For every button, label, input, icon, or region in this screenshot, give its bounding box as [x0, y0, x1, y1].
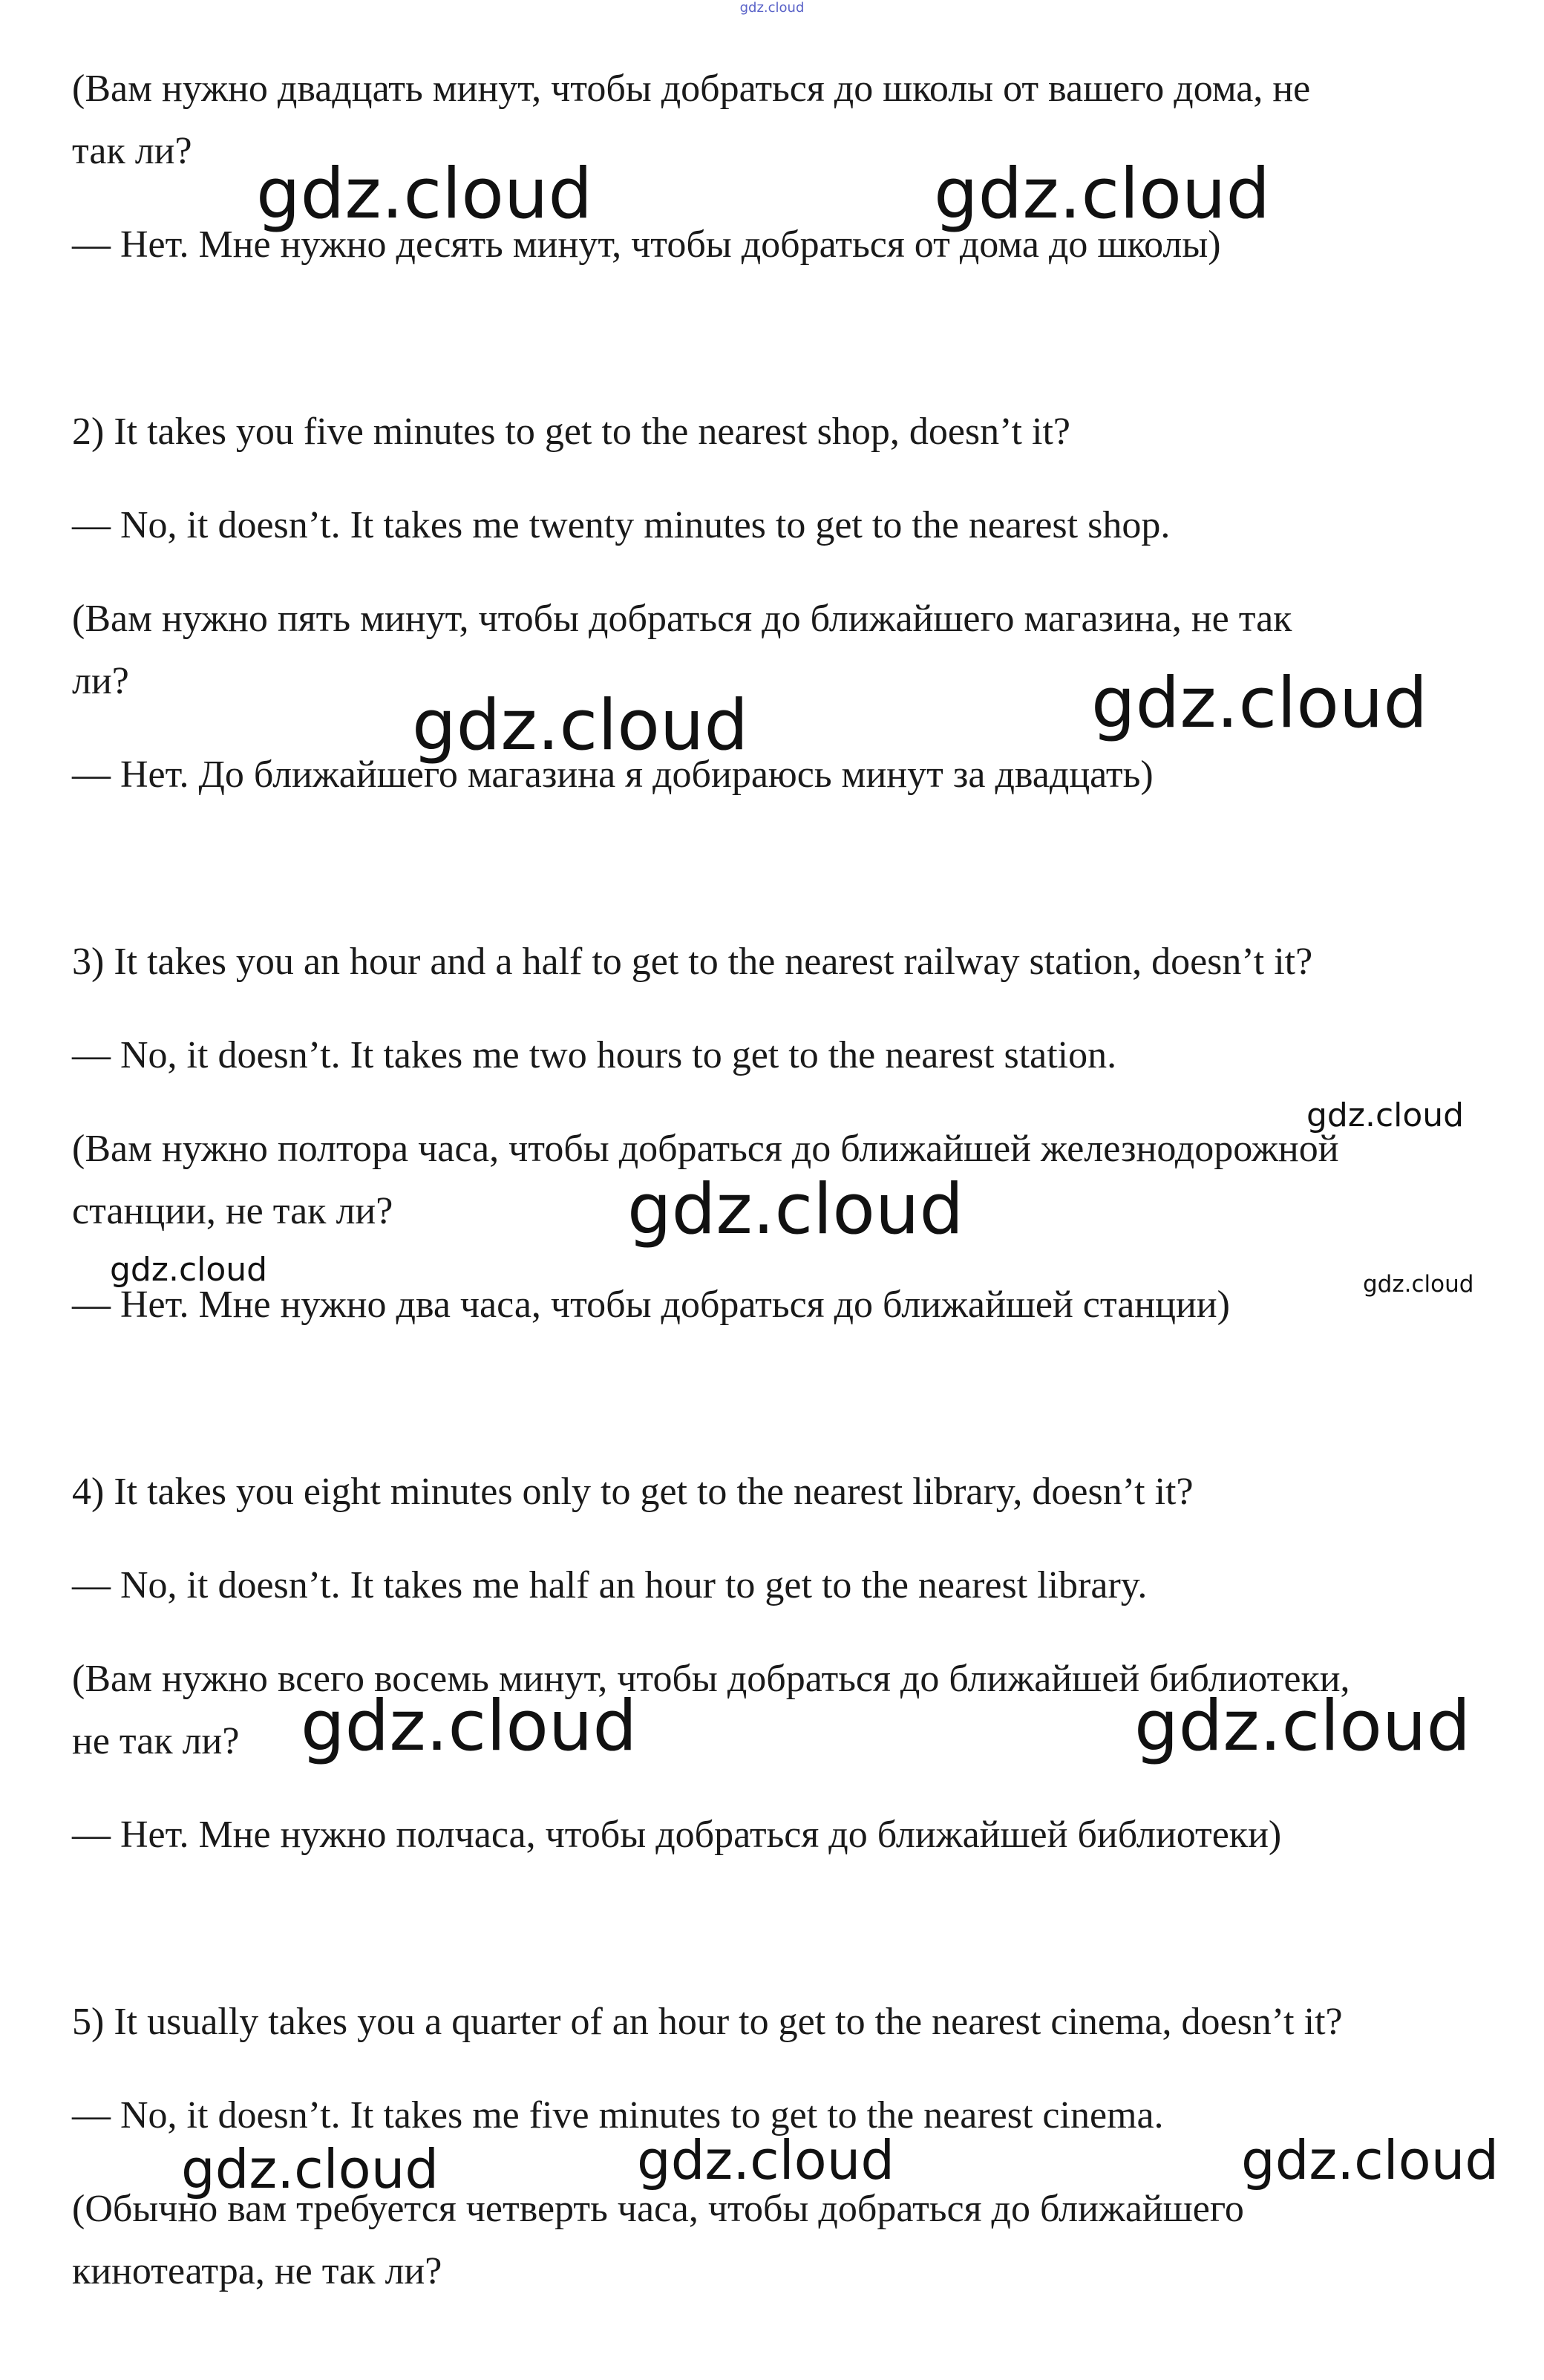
- watermark: gdz.cloud: [1091, 663, 1428, 744]
- text-line: — Нет. Мне нужно полчаса, чтобы добраться до ближайшей библиотеки): [72, 1814, 1282, 1856]
- text-line: — No, it doesn’t. It takes me half an hour to get to the nearest library.: [72, 1564, 1148, 1606]
- text-line: 4) It takes you eight minutes only to get to the nearest library, doesn’t it?: [72, 1471, 1194, 1513]
- text-line: (Вам нужно всего восемь минут, чтобы добраться до ближайшей библиотеки,: [72, 1658, 1350, 1700]
- text-line: (Обычно вам требуется четверть часа, чтобы добраться до ближайшего: [72, 2188, 1244, 2230]
- text-line: — No, it doesn’t. It takes me two hours to get to the nearest station.: [72, 1034, 1117, 1076]
- text-line: не так ли?: [72, 1720, 240, 1762]
- watermark: gdz.cloud: [301, 1686, 638, 1767]
- text-line: — No, it doesn’t. It takes me twenty minutes to get to the nearest shop.: [72, 504, 1171, 546]
- watermark: gdz.cloud: [627, 1169, 964, 1250]
- text-line: так ли?: [72, 130, 192, 172]
- watermark: gdz.cloud: [1134, 1686, 1471, 1767]
- watermark: gdz.cloud: [110, 1251, 268, 1289]
- text-line: 3) It takes you an hour and a half to get to the nearest railway station, doesn’t it?: [72, 941, 1313, 983]
- text-line: (Вам нужно полтора часа, чтобы добраться до ближайшей железнодорожной: [72, 1128, 1339, 1170]
- text-line: — No, it doesn’t. It takes me five minutes to get to the nearest cinema.: [72, 2094, 1164, 2137]
- watermark: gdz.cloud: [412, 685, 749, 766]
- watermark: gdz.cloud: [934, 154, 1271, 235]
- watermark: gdz.cloud: [181, 2138, 439, 2200]
- watermark: gdz.cloud: [637, 2129, 895, 2191]
- text-line: — Нет. До ближайшего магазина я добираюсь минут за двадцать): [72, 753, 1154, 796]
- text-line: 5) It usually takes you a quarter of an hour to get to the nearest cinema, doesn’t it?: [72, 2001, 1343, 2043]
- watermark: gdz.cloud: [1306, 1096, 1465, 1134]
- text-line: (Вам нужно пять минут, чтобы добраться до ближайшего магазина, не так: [72, 598, 1292, 640]
- watermark: gdz.cloud: [1363, 1271, 1474, 1298]
- text-line: — Нет. Мне нужно два часа, чтобы добраться до ближайшей станции): [72, 1284, 1230, 1326]
- text-line: 2) It takes you five minutes to get to the nearest shop, doesn’t it?: [72, 411, 1070, 453]
- watermark: gdz.cloud: [256, 154, 593, 235]
- text-line: кинотеатра, не так ли?: [72, 2250, 442, 2292]
- text-line: (Вам нужно двадцать минут, чтобы добраться до школы от вашего дома, не: [72, 68, 1311, 110]
- text-line: ли?: [72, 660, 129, 702]
- text-line: — Нет. Мне нужно десять минут, чтобы добраться от дома до школы): [72, 223, 1221, 266]
- header-watermark: gdz.cloud: [739, 0, 805, 16]
- watermark: gdz.cloud: [1241, 2129, 1499, 2191]
- text-line: станции, не так ли?: [72, 1190, 393, 1232]
